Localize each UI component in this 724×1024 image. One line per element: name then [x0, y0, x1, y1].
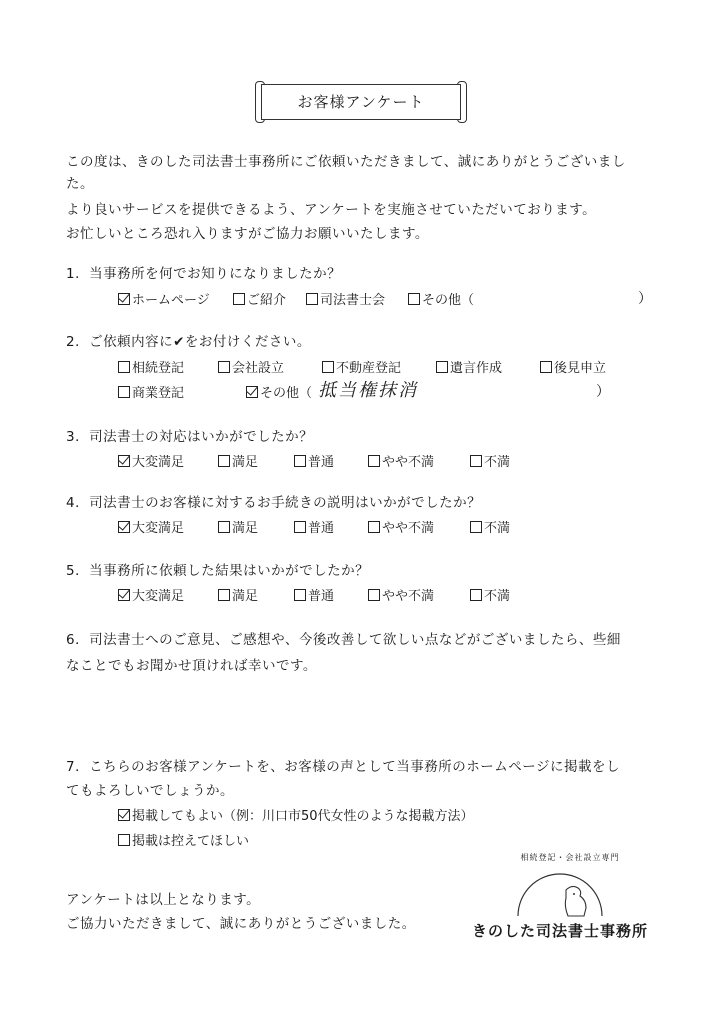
q5-option-neutral[interactable] — [294, 585, 334, 604]
q2-option-will[interactable] — [436, 357, 502, 376]
q5-option-dissatisfied[interactable] — [470, 585, 510, 604]
q2-option-guardianship[interactable] — [540, 357, 606, 376]
checkbox-checked[interactable] — [118, 293, 130, 305]
checkbox[interactable] — [118, 361, 130, 373]
option-label: 大変満足 — [132, 589, 185, 604]
option-label: 大変満足 — [132, 521, 185, 536]
option-label: 司法書士会 — [320, 293, 386, 308]
option-label: やや不満 — [382, 521, 435, 536]
q2-option-commercial[interactable] — [118, 382, 184, 401]
q2-option-real-estate[interactable] — [322, 357, 401, 376]
q2-option-company[interactable] — [218, 357, 284, 376]
q1-option-homepage[interactable] — [118, 289, 210, 308]
q5-option-satisfied[interactable] — [218, 585, 258, 604]
question-6-line-1: 6．司法書士へのご意見、ご感想や、今後改善して欲しい点などがございましたら、些細 — [66, 632, 621, 648]
question-3: 3．司法書士の対応はいかがでしたか？ — [66, 429, 314, 445]
q3-option-neutral[interactable] — [294, 451, 334, 470]
closing-line-2: ご協力いただきまして、誠にありがとうございました。 — [66, 916, 416, 932]
option-label: ご紹介 — [247, 293, 287, 308]
option-label: 大変満足 — [132, 455, 185, 470]
option-label: 掲載してもよい（例：川口市50代女性のような掲載方法） — [132, 809, 474, 824]
checkbox[interactable] — [294, 521, 306, 533]
q2-close-paren: ） — [596, 384, 610, 400]
q4-option-dissatisfied[interactable] — [470, 517, 510, 536]
closing-line-1: アンケートは以上となります。 — [66, 892, 261, 908]
option-label: 不動産登記 — [336, 361, 402, 376]
checkbox[interactable] — [118, 834, 130, 846]
q1-close-paren: ） — [638, 291, 652, 307]
question-5: 5．当事務所に依頼した結果はいかがでしたか？ — [66, 563, 370, 579]
title-frame — [261, 84, 461, 120]
q5-option-very-satisfied[interactable] — [118, 585, 184, 604]
logo-subtitle: 相続登記・会社設立専門 — [520, 853, 620, 862]
dog-arc-icon — [512, 868, 608, 920]
option-label: 満足 — [232, 589, 259, 604]
checkbox[interactable] — [436, 361, 448, 373]
question-1: 1．当事務所を何でお知りになりましたか？ — [66, 266, 342, 282]
question-2: 2．ご依頼内容に✔をお付けください。 — [66, 334, 311, 350]
page-title: お客様アンケート — [297, 93, 425, 111]
intro-line-1: この度は、きのした司法書士事務所にご依頼いただきまして、誠にありがとうございまし — [66, 154, 626, 170]
checkbox-checked[interactable] — [118, 455, 130, 467]
logo-name: きのした司法書士事務所 — [471, 922, 648, 940]
handwritten-answer: 抵当権抹消 — [318, 380, 418, 401]
checkbox[interactable] — [368, 521, 380, 533]
q5-option-somewhat-dissatisfied[interactable] — [368, 585, 434, 604]
checkbox[interactable] — [322, 361, 334, 373]
q1-option-bar-association[interactable] — [306, 289, 385, 308]
option-label: 後見申立 — [554, 361, 607, 376]
option-label: ホームページ — [132, 293, 210, 308]
intro-line-3: より良いサービスを提供できるよう、アンケートを実施させていただいております。 — [66, 202, 597, 218]
intro-line-4: お忙しいところ恐れ入りますがご協力お願いいたします。 — [66, 226, 429, 242]
option-label: 会社設立 — [232, 361, 285, 376]
option-label: その他（ — [422, 293, 475, 308]
question-7-line-2: てもよろしいでしょうか。 — [66, 783, 234, 799]
question-6-line-2: なことでもお聞かせ頂ければ幸いです。 — [66, 658, 317, 674]
option-label: 満足 — [232, 521, 259, 536]
checkbox[interactable] — [470, 589, 482, 601]
q4-option-very-satisfied[interactable] — [118, 517, 184, 536]
q2-option-other[interactable] — [246, 382, 312, 401]
question-7-line-1: 7．こちらのお客様アンケートを、お客様の声として当事務所のホームページに掲載をし — [66, 759, 621, 775]
option-label: やや不満 — [382, 455, 435, 470]
checkbox[interactable] — [470, 521, 482, 533]
option-label: 不満 — [484, 455, 511, 470]
option-label: 満足 — [232, 455, 259, 470]
checkbox[interactable] — [218, 361, 230, 373]
checkbox[interactable] — [218, 589, 230, 601]
option-label: 普通 — [308, 521, 335, 536]
checkbox[interactable] — [470, 455, 482, 467]
q1-option-other[interactable] — [408, 289, 474, 308]
option-label: 掲載は控えてほしい — [132, 834, 250, 849]
option-label: 不満 — [484, 589, 511, 604]
intro-line-2: た。 — [66, 176, 94, 192]
checkbox-checked[interactable] — [118, 589, 130, 601]
checkbox[interactable] — [408, 293, 420, 305]
option-label: やや不満 — [382, 589, 435, 604]
checkbox[interactable] — [306, 293, 318, 305]
q1-option-referral[interactable] — [233, 289, 286, 308]
q3-option-very-satisfied[interactable] — [118, 451, 184, 470]
option-label: その他（ — [260, 386, 313, 401]
checkbox[interactable] — [540, 361, 552, 373]
q3-option-dissatisfied[interactable] — [470, 451, 510, 470]
option-label: 普通 — [308, 589, 335, 604]
checkbox[interactable] — [233, 293, 245, 305]
checkbox[interactable] — [368, 455, 380, 467]
checkbox[interactable] — [368, 589, 380, 601]
q7-option-decline[interactable] — [118, 830, 249, 849]
question-4: 4．司法書士のお客様に対するお手続きの説明はいかがでしたか？ — [66, 495, 482, 511]
q3-option-satisfied[interactable] — [218, 451, 258, 470]
q2-option-inheritance[interactable] — [118, 357, 184, 376]
checkbox[interactable] — [294, 455, 306, 467]
checkbox[interactable] — [218, 521, 230, 533]
option-label: 商業登記 — [132, 386, 185, 401]
title-banner — [255, 78, 467, 124]
option-label: 不満 — [484, 521, 511, 536]
q3-option-somewhat-dissatisfied[interactable] — [368, 451, 434, 470]
checkbox[interactable] — [218, 455, 230, 467]
checkbox[interactable] — [118, 386, 130, 398]
q7-option-allow[interactable] — [118, 805, 474, 824]
q4-option-satisfied[interactable] — [218, 517, 258, 536]
q4-option-somewhat-dissatisfied[interactable] — [368, 517, 434, 536]
q4-option-neutral[interactable] — [294, 517, 334, 536]
option-label: 普通 — [308, 455, 335, 470]
checkbox-checked[interactable] — [118, 809, 130, 821]
office-logo — [470, 852, 650, 942]
option-label: 遺言作成 — [450, 361, 503, 376]
checkbox-checked[interactable] — [118, 521, 130, 533]
checkbox-checked[interactable] — [246, 386, 258, 398]
option-label: 相続登記 — [132, 361, 185, 376]
checkbox[interactable] — [294, 589, 306, 601]
